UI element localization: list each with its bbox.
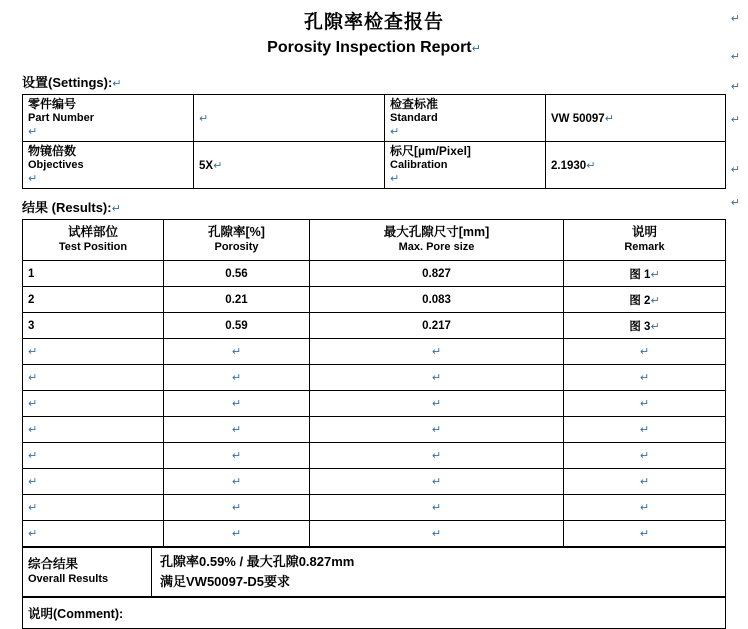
cell-test-position[interactable] <box>23 417 164 443</box>
cell-max-pore[interactable] <box>310 391 564 417</box>
paragraph-mark-icon: ↵ <box>431 476 442 488</box>
paragraph-mark-icon: ↵ <box>639 450 650 462</box>
cell-test-position[interactable] <box>23 391 164 417</box>
value-text: 2.1930 <box>551 159 587 172</box>
paragraph-mark-icon: ↵ <box>639 502 650 514</box>
settings-heading-cn: 设置 <box>22 75 49 90</box>
header-en: Remark <box>624 241 665 253</box>
paragraph-mark-icon: ↵ <box>111 203 121 215</box>
cell-max-pore[interactable] <box>310 287 564 313</box>
paragraph-mark-icon: ↵ <box>28 528 38 540</box>
cell-remark[interactable] <box>564 391 726 417</box>
cell-porosity[interactable] <box>164 521 310 547</box>
paragraph-mark-icon: ↵ <box>28 126 38 138</box>
column-header-test-position <box>23 220 164 261</box>
paragraph-mark-icon: ↵ <box>231 372 242 384</box>
header-cn: 孔隙率[%] <box>208 225 265 239</box>
paragraph-mark-icon: ↵ <box>28 398 38 410</box>
paragraph-mark-icon: ↵ <box>730 51 740 63</box>
settings-value-standard[interactable] <box>546 95 726 142</box>
paragraph-mark-icon: ↵ <box>730 13 740 25</box>
header-en: Test Position <box>58 241 128 253</box>
paragraph-mark-icon: ↵ <box>639 528 650 540</box>
paragraph-mark-icon: ↵ <box>231 450 242 462</box>
cell-porosity[interactable] <box>164 391 310 417</box>
cell-test-position[interactable] <box>23 469 164 495</box>
paragraph-mark-icon: ↵ <box>650 294 660 307</box>
column-header-porosity <box>164 220 310 261</box>
cell-test-position[interactable] <box>23 443 164 469</box>
cell-max-pore[interactable] <box>310 521 564 547</box>
table-row <box>23 95 726 142</box>
comment-table <box>22 597 726 629</box>
settings-value-calibration[interactable] <box>546 142 726 189</box>
header-en: Max. Pore size <box>398 241 475 253</box>
settings-value-objectives[interactable] <box>194 142 385 189</box>
paragraph-mark-icon: ↵ <box>650 268 660 281</box>
title-chinese-text: 孔隙率检查报告 <box>303 12 444 33</box>
table-row <box>23 261 726 287</box>
cell-remark[interactable] <box>564 365 726 391</box>
paragraph-mark-icon: ↵ <box>431 398 442 410</box>
paragraph-mark-icon: ↵ <box>28 450 38 462</box>
column-header-remark <box>564 220 726 261</box>
cell-text: 0.083 <box>422 293 451 306</box>
cell-remark[interactable] <box>564 443 726 469</box>
comment-label-cell <box>23 598 726 629</box>
results-heading-cn: 结果 <box>22 200 49 215</box>
results-table <box>22 219 726 547</box>
header-en: Porosity <box>214 241 259 253</box>
paragraph-mark-icon: ↵ <box>112 78 122 90</box>
cell-text: 0.217 <box>422 319 451 332</box>
settings-label-calibration <box>385 142 546 189</box>
paragraph-mark-icon: ↵ <box>28 502 38 514</box>
cell-remark[interactable] <box>564 261 726 287</box>
paragraph-mark-icon: ↵ <box>431 450 442 462</box>
paragraph-mark-icon: ↵ <box>390 126 400 138</box>
settings-heading <box>22 72 748 91</box>
cell-text: 图 3 <box>629 320 651 333</box>
table-row <box>23 142 726 189</box>
settings-value-part-number[interactable] <box>194 95 385 142</box>
label-en: Calibration <box>390 159 448 171</box>
overall-line-1: 孔隙率0.59% / 最大孔隙0.827mm <box>160 554 355 569</box>
table-row <box>23 495 726 521</box>
header-cn: 试样部位 <box>67 225 118 239</box>
table-row <box>23 469 726 495</box>
label-cn: 标尺[µm/Pixel] <box>390 144 471 158</box>
cell-porosity[interactable] <box>164 313 310 339</box>
settings-label-part-number <box>23 95 194 142</box>
table-row <box>23 391 726 417</box>
cell-max-pore[interactable] <box>310 443 564 469</box>
paragraph-mark-icon: ↵ <box>639 398 650 410</box>
value-text: 5X <box>199 159 214 172</box>
cell-max-pore[interactable] <box>310 339 564 365</box>
cell-porosity[interactable] <box>164 443 310 469</box>
label-en: Part Number <box>28 112 95 124</box>
cell-test-position[interactable] <box>23 521 164 547</box>
paragraph-mark-icon: ↵ <box>730 81 740 93</box>
table-row <box>23 365 726 391</box>
overall-results-value[interactable] <box>152 548 726 597</box>
table-row <box>23 443 726 469</box>
label-cn: 检查标准 <box>390 97 439 111</box>
paragraph-mark-icon: ↵ <box>28 476 38 488</box>
paragraph-mark-icon: ↵ <box>231 502 242 514</box>
paragraph-mark-icon: ↵ <box>231 346 242 358</box>
paragraph-mark-icon: ↵ <box>431 346 442 358</box>
cell-remark[interactable] <box>564 339 726 365</box>
cell-text: 0.21 <box>225 293 248 306</box>
paragraph-mark-icon: ↵ <box>231 528 242 540</box>
settings-label-objectives <box>23 142 194 189</box>
paragraph-mark-icon: ↵ <box>213 159 223 172</box>
paragraph-mark-icon: ↵ <box>639 476 650 488</box>
paragraph-mark-icon: ↵ <box>431 424 442 436</box>
label-cn: 综合结果 <box>28 557 79 571</box>
cell-porosity[interactable] <box>164 261 310 287</box>
table-row <box>23 521 726 547</box>
cell-test-position[interactable] <box>23 287 164 313</box>
cell-test-position[interactable] <box>23 339 164 365</box>
cell-text: 3 <box>28 319 35 332</box>
cell-max-pore[interactable] <box>310 469 564 495</box>
label-en: Overall Results <box>28 573 109 585</box>
cell-max-pore[interactable] <box>310 313 564 339</box>
paragraph-mark-icon: ↵ <box>199 112 209 125</box>
table-row <box>23 313 726 339</box>
paragraph-mark-icon: ↵ <box>639 372 650 384</box>
label-cn: 零件编号 <box>28 97 77 111</box>
paragraph-mark-icon: ↵ <box>586 159 596 172</box>
cell-text: 1 <box>28 267 35 280</box>
table-row <box>23 598 726 629</box>
cell-remark[interactable] <box>564 313 726 339</box>
cell-max-pore[interactable] <box>310 417 564 443</box>
paragraph-mark-icon: ↵ <box>231 424 242 436</box>
title-chinese <box>0 10 748 36</box>
label-en: Objectives <box>28 159 84 171</box>
paragraph-mark-icon: ↵ <box>730 164 740 176</box>
paragraph-mark-icon: ↵ <box>28 346 38 358</box>
header-cn: 最大孔隙尺寸[mm] <box>383 225 490 239</box>
label-en: Standard <box>390 112 438 124</box>
paragraph-mark-icon: ↵ <box>471 43 481 55</box>
paragraph-mark-icon: ↵ <box>431 528 442 540</box>
cell-porosity[interactable] <box>164 339 310 365</box>
paragraph-mark-icon: ↵ <box>390 173 400 185</box>
cell-text: 2 <box>28 293 35 306</box>
document-title-block <box>0 0 748 60</box>
cell-text: 图 1 <box>629 268 651 281</box>
title-english-text: Porosity Inspection Report <box>267 39 472 56</box>
cell-text: 0.59 <box>225 319 248 332</box>
settings-table <box>22 94 726 189</box>
title-english <box>0 37 748 60</box>
cell-max-pore[interactable] <box>310 261 564 287</box>
paragraph-mark-icon: ↵ <box>639 424 650 436</box>
label-cn: 物镜倍数 <box>28 144 77 158</box>
paragraph-mark-icon: ↵ <box>431 502 442 514</box>
paragraph-mark-icon: ↵ <box>431 372 442 384</box>
table-row <box>23 339 726 365</box>
cell-max-pore[interactable] <box>310 495 564 521</box>
cell-remark[interactable] <box>564 495 726 521</box>
overall-results-label <box>23 548 152 597</box>
cell-porosity[interactable] <box>164 417 310 443</box>
table-row <box>23 417 726 443</box>
paragraph-mark-icon: ↵ <box>730 197 740 209</box>
settings-heading-en: (Settings): <box>48 75 113 90</box>
cell-porosity[interactable] <box>164 365 310 391</box>
paragraph-mark-icon: ↵ <box>730 114 740 126</box>
paragraph-mark-icon: ↵ <box>650 320 660 333</box>
cell-test-position[interactable] <box>23 495 164 521</box>
paragraph-mark-icon: ↵ <box>28 173 38 185</box>
cell-remark[interactable] <box>564 287 726 313</box>
cell-porosity[interactable] <box>164 287 310 313</box>
cell-text: 0.56 <box>225 267 248 280</box>
cell-remark[interactable] <box>564 521 726 547</box>
comment-label-cn: 说明 <box>28 607 54 621</box>
cell-porosity[interactable] <box>164 495 310 521</box>
paragraph-mark-icon: ↵ <box>28 424 38 436</box>
table-header-row <box>23 220 726 261</box>
cell-max-pore[interactable] <box>310 365 564 391</box>
settings-label-standard <box>385 95 546 142</box>
value-text: VW 50097 <box>551 112 605 125</box>
overall-results-table <box>22 547 726 597</box>
cell-remark[interactable] <box>564 417 726 443</box>
cell-test-position[interactable] <box>23 313 164 339</box>
results-heading-en: (Results): <box>51 200 112 215</box>
comment-label-en: (Comment): <box>53 607 124 621</box>
table-row <box>23 548 726 597</box>
header-cn: 说明 <box>631 225 657 239</box>
paragraph-mark-icon: ↵ <box>231 398 242 410</box>
table-row <box>23 287 726 313</box>
overall-line-2: 满足VW50097-D5要求 <box>160 574 291 589</box>
paragraph-mark-icon: ↵ <box>231 476 242 488</box>
cell-porosity[interactable] <box>164 469 310 495</box>
paragraph-mark-icon: ↵ <box>639 346 650 358</box>
paragraph-mark-icon: ↵ <box>28 372 38 384</box>
cell-text: 0.827 <box>422 267 451 280</box>
cell-test-position[interactable] <box>23 365 164 391</box>
cell-remark[interactable] <box>564 469 726 495</box>
paragraph-mark-icon: ↵ <box>604 112 614 125</box>
results-heading <box>22 197 748 216</box>
cell-test-position[interactable] <box>23 261 164 287</box>
cell-text: 图 2 <box>629 294 651 307</box>
column-header-max-pore-size <box>310 220 564 261</box>
